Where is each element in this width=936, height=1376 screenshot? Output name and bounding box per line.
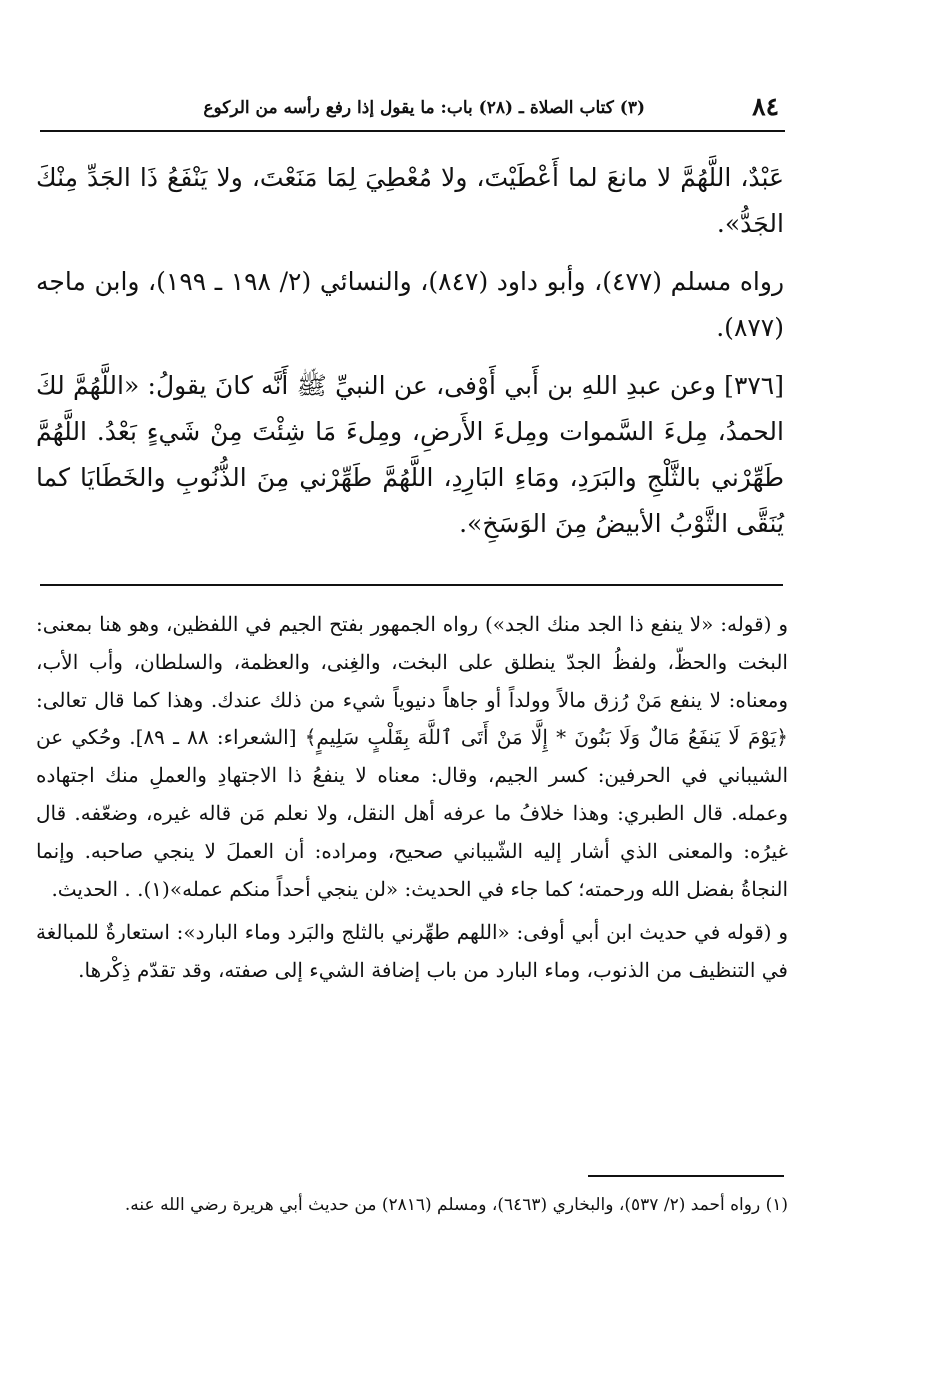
commentary-paragraph: و (قوله: «لا ينفع ذا الجد منك الجد») رواه الجمهور بفتح الجيم في اللفظين، وهو هنا بمعنى: البخت والحظّ، ولفظُ الجدّ ينطلق على البخت، والغِنى، والعظمة، والسلطان، وأب الأب، ومعناه: لا ينفع مَنْ رُزق مالاً وولداً أو جاهاً دنيوياً شيء من ذلك عندك. وهذا كما قال تعالى: ﴿يَوْمَ لَا يَنفَعُ مَالٌ وَلَا بَنُونَ * إِلَّا مَنْ أَتَى ٱللَّهَ بِقَلْبٍ سَلِيمٍ﴾ [الشعراء: ٨٨ ـ ٨٩]. وحُكي عن الشيباني في الحرفين: كسر الجيم، وقال: معناه لا ينفعُ ذا الاجتهادِ والعملِ منك اجتهاده وعمله. قال الطبري: وهذا خلافُ ما عرفه أهل النقل، ولا نعلم مَن قاله غيره، وضعّفه. قال غيرُه: والمعنى الذي أشار إليه الشّيباني صحيح، ومراده: أن العملَ لا ينجي صاحبه. وإنما النجاةُ بفضل الله ورحمته؛ كما جاء في الحديث: «لن ينجي أحداً منكم عمله»(١). . الحديث. [36, 612, 788, 901]
footnote [36, 1188, 788, 1222]
commentary-text [36, 606, 788, 996]
footnote-text: (١) رواه أحمد (٢/ ٥٣٧)، والبخاري (٦٤٦٣)، ومسلم (٢٨١٦) من حديث أبي هريرة رضي الله عنه. [124, 1195, 788, 1215]
page-number: ٨٤ [752, 92, 779, 121]
hadith-paragraph: رواه مسلم (٤٧٧)، وأبو داود (٨٤٧)، والنسائي (٢/ ١٩٨ ـ ١٩٩)، وابن ماجه (٨٧٧). [36, 267, 785, 342]
hadith-paragraph: [٣٧٦] وعن عبدِ اللهِ بن أَبي أَوْفى، عن النبيِّ ﷺ أَنَّه كانَ يقولُ: «اللَّهُمَّ لكَ الحمدُ، مِلءَ السَّموات ومِلءَ الأَرضِ، ومِلءَ مَا شِئْتَ مِنْ شَيءٍ بَعْدُ. اللَّهُمَّ طَهِّرْني بالثَّلْجِ والبَرَدِ، ومَاءِ البَارِدِ، اللَّهُمَّ طَهِّرْني مِنَ الذُّنُوبِ والخَطَايَا كما يُنَقَّى الثَّوْبُ الأبيضُ مِنَ الوَسَخِ». [36, 371, 784, 538]
section-divider [40, 584, 783, 586]
running-head: (٣) كتاب الصلاة ـ (٢٨) باب: ما يقول إذا رفع رأسه من الركوع [203, 98, 645, 118]
commentary-paragraph: و (قوله في حديث ابن أبي أوفى: «اللهم طهِّرني بالثلج والبَرد وماء البارد»: استعارةٌ للمبالغة في التنظيف من الذنوب، وماء البارد من باب إضافة الشيء إلى صفته، وقد تقدّم ذِكْرها. [36, 920, 788, 983]
footnote-divider [588, 1175, 784, 1177]
hadith-paragraph: عَبْدٌ، اللَّهُمَّ لا مانعَ لما أَعْطَيْتَ، ولا مُعْطِيَ لِمَا مَنَعْتَ، ولا يَنْفَعُ ذَا الجَدِّ مِنْكَ الجَدُّ». [36, 163, 784, 238]
hadith-text [36, 155, 784, 559]
page-header [40, 92, 785, 132]
